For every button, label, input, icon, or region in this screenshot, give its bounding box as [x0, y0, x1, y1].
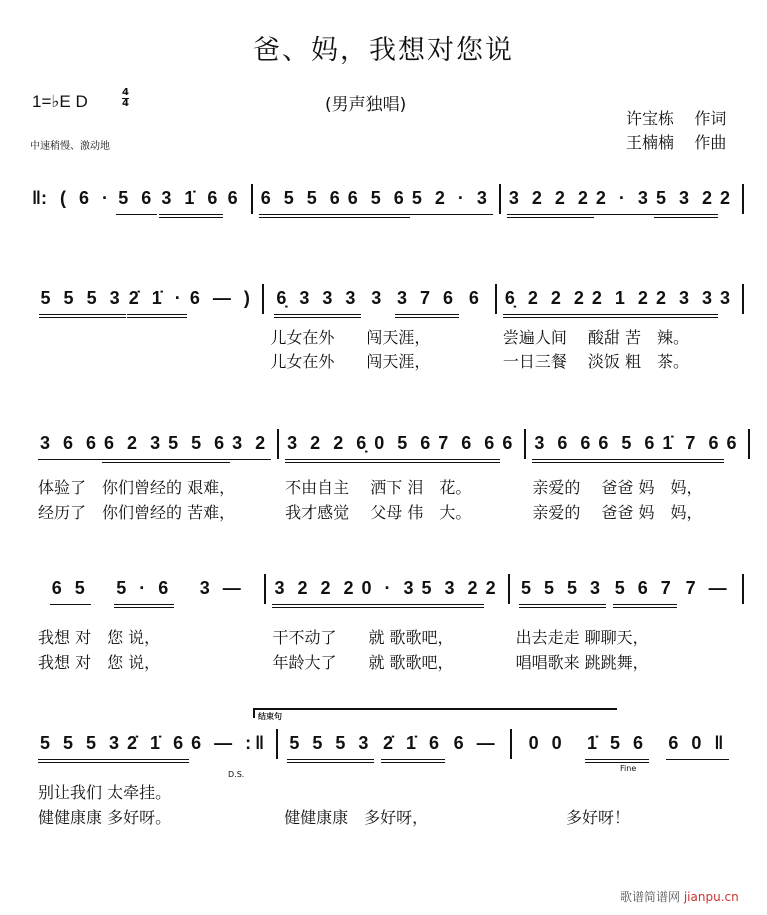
key-signature: 1=♭E D: [32, 92, 88, 111]
time-signature-top: 4: [122, 87, 129, 98]
note-group: 2̇ 1̇ ·: [127, 288, 187, 318]
lyric-verse-2: 年龄大了 就 歌歌吧，: [272, 653, 454, 672]
measure: [32, 433, 277, 522]
measure: [32, 288, 262, 318]
note-group: 6 5 6: [596, 433, 660, 463]
measure: [264, 288, 494, 371]
staff-row: [32, 433, 744, 522]
lyric-verse-2: 多好呀！: [518, 808, 631, 827]
lyric-verse-2: 健健康康 多好呀，: [284, 808, 429, 827]
lyric-verse-1: 出去走走 聊聊天，: [515, 628, 649, 647]
note-group: 0 0: [528, 733, 566, 753]
note-group: 6 0 ‖: [666, 733, 729, 760]
song-title: 爸、妈，我想对您说: [253, 35, 514, 66]
note-group: 6 —: [453, 733, 499, 753]
note-group: 5 3 2: [420, 578, 484, 608]
lyric-verse-1: 我想 对 您 说，: [38, 628, 161, 647]
note-group: 6 — :‖: [191, 733, 269, 753]
watermark-site: 歌谱简谱网: [620, 890, 681, 904]
measure: [526, 433, 748, 522]
note-group: 6 5 6: [346, 188, 410, 218]
measure: [278, 733, 510, 827]
measure: [501, 188, 742, 218]
ending-bracket: [253, 708, 617, 718]
note-group: 3 2 2 2: [507, 188, 594, 218]
measure: [510, 578, 742, 672]
lyric-verse-2: 经历了 你们曾经的 苦难，: [38, 503, 236, 522]
lyric-verse-1: 亲爱的 爸爸 妈 妈，: [532, 478, 703, 497]
note-group: 3: [719, 288, 734, 308]
staff-row: [32, 578, 744, 672]
note-group: 5 3 2: [654, 188, 718, 218]
note-group: 6̣ 3 3 3: [274, 288, 361, 318]
lyric-verse-2: 儿女在外 闯天涯，: [270, 352, 431, 371]
lyric-verse-1: 干不动了 就 歌歌吧，: [272, 628, 454, 647]
note-group: 3 2: [230, 433, 271, 460]
tempo-marking: 中速稍慢、激动地: [30, 141, 110, 152]
lyricist-name: 许宝栋: [626, 109, 675, 128]
time-signature: [122, 88, 129, 109]
note-group: 1̇ 5 6: [585, 733, 649, 763]
subtitle: (男声独唱): [325, 95, 407, 115]
note-group: 3 6 6: [38, 433, 102, 460]
note-group: 2 · 3: [594, 188, 654, 215]
time-signature-bottom: 4: [122, 98, 129, 109]
note-group: 7 —: [685, 578, 731, 598]
measure: [279, 433, 524, 522]
bar-line: [742, 184, 744, 214]
lyric-verse-1: 别让我们 太牵挂。: [38, 783, 172, 802]
note-group: 2 3 3: [654, 288, 718, 318]
note-group: 2: [719, 188, 734, 208]
note-group: 2̇ 1̇ 6: [125, 733, 189, 763]
note-group: 6 5 5 6: [259, 188, 346, 218]
note-group: 6: [726, 433, 741, 453]
bar-line: [742, 574, 744, 604]
composer-credit: [626, 130, 726, 153]
ds-mark: D.S.: [228, 770, 245, 779]
fine-mark: Fine: [620, 764, 637, 773]
note-group: 2̇ 1̇ 6: [381, 733, 445, 763]
lyric-verse-1: 不由自主 洒下 泪 花。: [285, 478, 472, 497]
note-group: 3: [371, 288, 386, 308]
note-group: 3 1̇ 6: [159, 188, 223, 218]
measure: [266, 578, 507, 672]
note-group: 5 5 5 3: [39, 288, 126, 318]
note-group: 0 5 6: [372, 433, 436, 463]
composer-name: 王楠楠: [626, 133, 675, 152]
note-group: 6̣ 2 2 2: [503, 288, 590, 318]
lyric-verse-1: 尝遍人间 酸甜 苦 辣。: [502, 328, 690, 347]
note-group: 5 5 5 3: [287, 733, 374, 763]
lyric-verse-2: 唱唱歌来 跳跳舞，: [515, 653, 649, 672]
measure: [51, 188, 251, 218]
note-group: 3 2 2 6̣: [285, 433, 372, 463]
note-group: 2 1 2: [590, 288, 654, 318]
note-group: 3 7 6: [395, 288, 459, 318]
lyric-verse-2: 我想 对 您 说，: [38, 653, 161, 672]
bar-line: [742, 284, 744, 314]
note-group: 5 2 · 3: [410, 188, 493, 215]
lyric-verse-1: 儿女在外 闯天涯，: [270, 328, 431, 347]
note-group: 3 —: [199, 578, 245, 598]
note-group: 3 6 6: [532, 433, 596, 463]
staff-row: [32, 188, 744, 218]
note-group: 0 · 3: [359, 578, 419, 608]
note-group: 5 5 6: [166, 433, 230, 463]
lyricist-credit: [626, 106, 726, 129]
note-group: 7 6 6: [436, 433, 500, 463]
note-group: 5 · 6: [114, 578, 174, 608]
ending-label: 结束句: [258, 712, 282, 721]
composer-role: 作曲: [694, 133, 727, 152]
note-group: 2: [485, 578, 500, 598]
note-group: 6: [468, 288, 483, 308]
lyric-verse-2: 亲爱的 爸爸 妈 妈，: [532, 503, 703, 522]
note-group: ( 6 ·: [60, 188, 113, 208]
lyric-verse-2: 健健康康 多好呀。: [38, 808, 172, 827]
note-group: 5 5 5 3: [38, 733, 125, 763]
lyricist-role: 作词: [694, 109, 727, 128]
note-group: 6: [227, 188, 242, 208]
bar-line: [748, 429, 750, 459]
note-group: 6: [502, 433, 517, 453]
lyric-verse-2: 我才感觉 父母 伟 大。: [285, 503, 472, 522]
note-group: 6 5: [50, 578, 91, 605]
note-group: 6 — ): [189, 288, 254, 308]
watermark-url: jianpu.cn: [683, 890, 739, 904]
watermark: [620, 888, 739, 905]
measure: [253, 188, 499, 218]
measure: [32, 578, 264, 672]
note-group: 3 2 2 2: [272, 578, 359, 608]
lyric-verse-2: 一日三餐 淡饭 粗 茶。: [502, 352, 690, 371]
note-group: 6 2 3: [102, 433, 166, 463]
note-group: 5 6: [116, 188, 157, 215]
lyric-verse-1: 体验了 你们曾经的 艰难，: [38, 478, 236, 497]
measure: [497, 288, 742, 371]
repeat-start-sign: ‖:: [32, 188, 47, 208]
note-group: 5 5 5 3: [519, 578, 606, 608]
staff-row: [32, 288, 744, 371]
note-group: 5 6 7: [613, 578, 677, 608]
note-group: 1̇ 7 6: [660, 433, 724, 463]
